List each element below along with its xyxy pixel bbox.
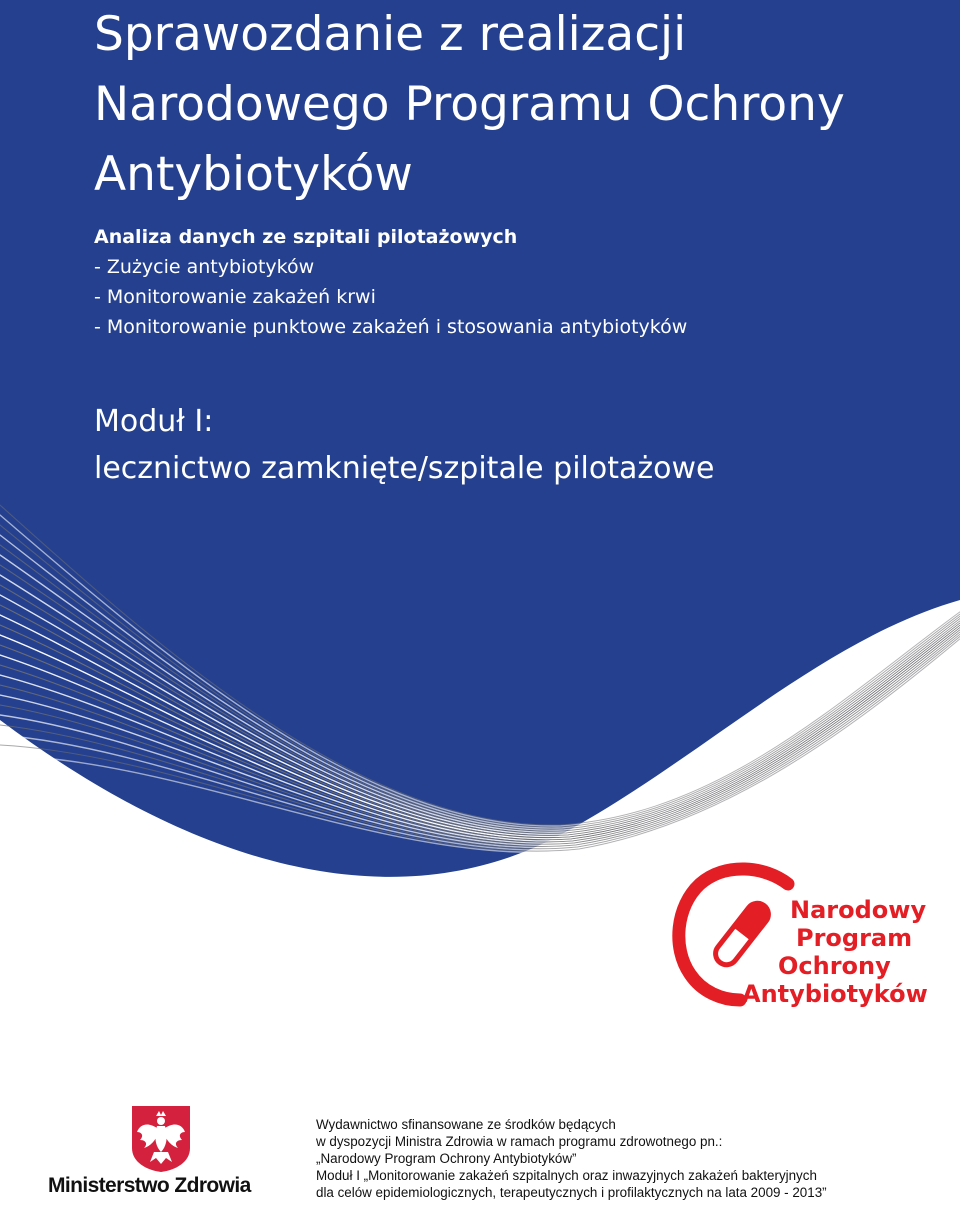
- funding-line: Moduł I „Monitorowanie zakażeń szpitalnych oraz inwazyjnych zakażeń bakteryjnych: [316, 1168, 817, 1183]
- module-heading: [94, 398, 714, 492]
- logo-line: Narodowy: [790, 896, 927, 924]
- program-logo-text: [742, 896, 928, 1008]
- subtitle-item: - Monitorowanie zakażeń krwi: [94, 286, 376, 308]
- subtitle-item: - Monitorowanie punktowe zakażeń i stosowania antybiotyków: [94, 316, 688, 338]
- analysis-subtitle: [94, 222, 687, 342]
- funding-line: w dyspozycji Ministra Zdrowia w ramach programu zdrowotnego pn.:: [316, 1134, 723, 1149]
- funding-line: Wydawnictwo sfinansowane ze środków będących: [316, 1117, 616, 1132]
- polish-eagle-emblem-icon: [132, 1106, 190, 1172]
- subtitle-item: - Zużycie antybiotyków: [94, 256, 315, 278]
- ministry-name: Ministerstwo Zdrowia: [48, 1174, 251, 1197]
- funding-line: „Narodowy Program Ochrony Antybiotyków”: [316, 1151, 577, 1166]
- logo-line: Ochrony: [778, 952, 891, 980]
- funding-note: [316, 1116, 936, 1201]
- module-number: Moduł I:: [94, 404, 214, 439]
- module-scope: lecznictwo zamknięte/szpitale pilotażowe: [94, 451, 715, 486]
- subtitle-lead: Analiza danych ze szpitali pilotażowych: [94, 226, 518, 248]
- logo-line: Antybiotyków: [742, 980, 928, 1008]
- title-line: Antybiotyków: [94, 147, 413, 202]
- title-line: Narodowego Programu Ochrony: [94, 77, 845, 132]
- report-title: [94, 0, 944, 210]
- title-line: Sprawozdanie z realizacji: [94, 7, 687, 62]
- funding-line: dla celów epidemiologicznych, terapeutycznych i profilaktycznych na lata 2009 - 2013”: [316, 1185, 827, 1200]
- logo-line: Program: [796, 924, 913, 952]
